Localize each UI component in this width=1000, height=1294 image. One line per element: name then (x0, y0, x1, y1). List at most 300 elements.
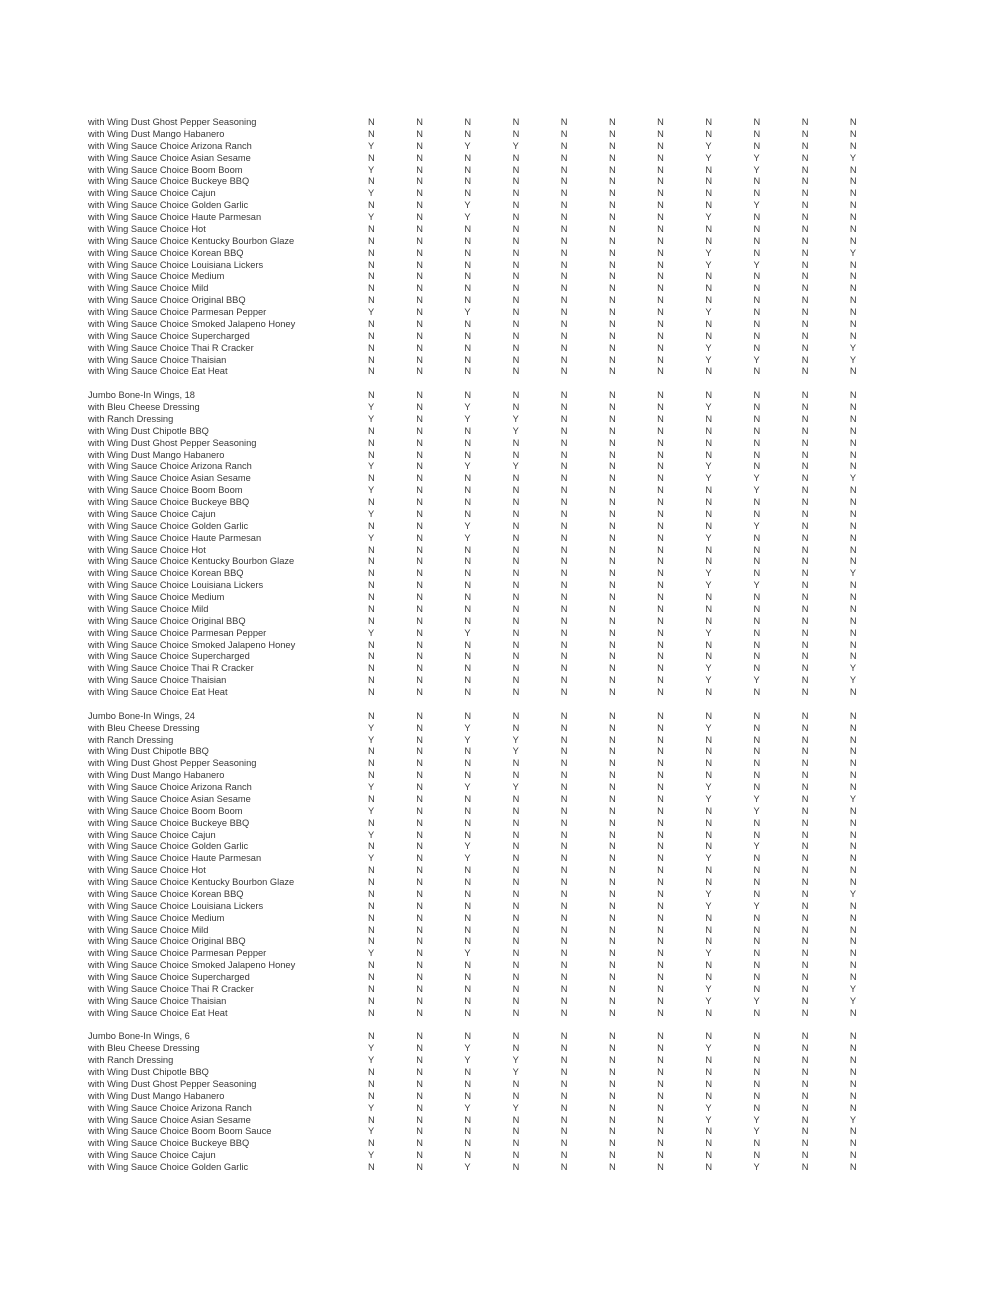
value-cell: N (464, 770, 472, 781)
value-cell: N (464, 865, 472, 876)
value-cell: N (560, 972, 568, 982)
value-cell: N (368, 924, 375, 935)
value-cell: N (416, 663, 423, 674)
value-cell: N (753, 983, 761, 994)
value-cell: N (801, 687, 809, 697)
value-cell: Y (368, 188, 375, 199)
table-row (88, 402, 898, 414)
value-cell: N (560, 675, 568, 686)
value-cell: N (849, 413, 857, 424)
value-cell: N (753, 1031, 761, 1042)
value-cell: N (368, 651, 375, 662)
value-cell: N (416, 746, 423, 757)
value-cell: Y (849, 1114, 857, 1125)
row-label: with Wing Sauce Choice Arizona Ranch (88, 1102, 252, 1113)
value-cell: Y (705, 473, 712, 484)
value-cell: N (368, 663, 375, 674)
value-cell: Y (705, 663, 712, 674)
table-row (88, 450, 898, 462)
value-cell: N (801, 651, 809, 662)
value-cell: N (512, 128, 520, 139)
value-cell: N (368, 746, 375, 757)
table-row (88, 343, 898, 355)
value-cell: N (416, 592, 423, 602)
value-cell: N (416, 900, 423, 911)
value-cell: N (416, 390, 423, 401)
row-label: with Wing Sauce Choice Asian Sesame (88, 1114, 251, 1125)
value-cell: N (512, 972, 520, 982)
value-cell: N (608, 425, 616, 436)
value-cell: N (657, 437, 664, 448)
value-cell: N (753, 770, 761, 781)
value-cell: N (801, 449, 809, 460)
value-cell: N (657, 1031, 664, 1042)
value-cell: N (801, 829, 809, 840)
value-cell: N (657, 853, 664, 864)
value-cell: N (368, 295, 375, 306)
value-cell: N (560, 663, 568, 674)
value-cell: N (753, 402, 761, 412)
table-row (88, 735, 898, 747)
value-cell: N (416, 853, 423, 864)
table-row (88, 794, 898, 806)
table-row (88, 830, 898, 842)
value-cell: N (753, 1043, 761, 1054)
value-cell: N (657, 960, 664, 971)
value-cell: N (705, 449, 713, 460)
value-cell: N (801, 995, 809, 1006)
value-cell: N (657, 782, 664, 792)
value-cell: N (416, 1162, 423, 1172)
value-cell: N (657, 390, 664, 401)
value-cell: N (560, 152, 568, 163)
value-cell: N (416, 936, 423, 947)
table-row (88, 913, 898, 925)
value-cell: N (753, 212, 761, 222)
value-cell: N (416, 841, 423, 852)
value-cell: N (368, 592, 375, 602)
value-cell: N (464, 817, 472, 828)
value-cell: N (657, 497, 664, 507)
value-cell: N (560, 295, 568, 306)
table-row (88, 972, 898, 984)
value-cell: N (368, 497, 375, 507)
value-cell: N (849, 853, 857, 864)
value-cell: N (368, 580, 375, 591)
table-row (88, 1043, 898, 1055)
value-cell: N (753, 722, 761, 733)
table-row (88, 889, 898, 901)
value-cell: N (464, 556, 472, 567)
value-cell: N (801, 1114, 809, 1125)
value-cell: N (657, 805, 664, 816)
value-cell: N (560, 888, 568, 899)
value-cell: N (464, 829, 472, 840)
value-cell: N (657, 1138, 664, 1149)
value-cell: N (705, 1126, 713, 1137)
value-cell: N (464, 544, 472, 555)
row-label: with Wing Dust Chipotle BBQ (88, 746, 209, 757)
value-cell: N (801, 805, 809, 816)
table-row (88, 271, 898, 283)
value-cell: N (512, 544, 520, 555)
table-row (88, 996, 898, 1008)
value-cell: N (416, 1067, 423, 1077)
value-cell: N (464, 805, 472, 816)
table-row (88, 1103, 898, 1115)
value-cell: N (512, 1078, 520, 1089)
value-cell: Y (512, 1055, 519, 1066)
value-cell: N (560, 1090, 568, 1101)
value-cell: Y (753, 520, 760, 531)
value-cell: N (849, 402, 857, 412)
value-cell: N (608, 853, 616, 864)
value-cell: N (464, 473, 472, 484)
value-cell: N (368, 390, 375, 401)
table-row (88, 758, 898, 770)
value-cell: N (657, 235, 664, 246)
value-cell: Y (753, 259, 760, 270)
value-cell: N (416, 888, 423, 899)
value-cell: N (560, 568, 568, 579)
value-cell: N (801, 1090, 809, 1101)
value-cell: N (512, 592, 520, 602)
value-cell: Y (464, 782, 471, 792)
value-cell: N (512, 710, 520, 721)
table-row (88, 390, 898, 402)
row-label: with Wing Sauce Choice Golden Garlic (88, 1162, 249, 1172)
value-cell: N (705, 1078, 713, 1089)
row-label: with Wing Sauce Choice Louisiana Lickers (88, 900, 264, 911)
value-cell: N (849, 235, 857, 246)
value-cell: N (608, 758, 616, 769)
value-cell: Y (368, 782, 375, 792)
value-cell: N (657, 200, 664, 211)
value-cell: N (464, 330, 472, 341)
value-cell: N (753, 128, 761, 139)
row-label: with Wing Sauce Choice Thai R Cracker (88, 342, 254, 353)
value-cell: N (464, 342, 472, 353)
value-cell: N (849, 366, 857, 377)
row-label: with Wing Sauce Choice Cajun (88, 508, 216, 519)
menu-item-block (88, 390, 898, 699)
value-cell: N (560, 164, 568, 175)
value-cell: N (705, 687, 713, 697)
value-cell: N (368, 758, 375, 769)
value-cell: N (608, 793, 616, 804)
value-cell: Y (512, 461, 519, 472)
table-row (88, 176, 898, 188)
value-cell: Y (753, 485, 760, 496)
value-cell: N (657, 485, 664, 496)
value-cell: N (560, 853, 568, 864)
value-cell: N (849, 627, 857, 638)
row-label: Jumbo Bone-In Wings, 6 (88, 1031, 190, 1042)
value-cell: N (416, 865, 423, 876)
value-cell: N (368, 675, 375, 686)
value-cell: Y (368, 164, 375, 175)
value-cell: N (416, 497, 423, 507)
row-label: with Wing Sauce Choice Boom Boom (88, 805, 243, 816)
value-cell: N (753, 461, 761, 472)
value-cell: N (512, 330, 520, 341)
table-row (88, 1138, 898, 1150)
value-cell: N (560, 390, 568, 401)
value-cell: N (608, 402, 616, 412)
table-row (88, 283, 898, 295)
value-cell: Y (849, 888, 857, 899)
value-cell: N (560, 829, 568, 840)
value-cell: N (849, 746, 857, 757)
value-cell: N (560, 912, 568, 923)
value-cell: N (801, 710, 809, 721)
value-cell: N (368, 1007, 375, 1018)
value-cell: N (368, 1031, 375, 1042)
value-cell: Y (368, 402, 375, 412)
value-cell: N (560, 425, 568, 436)
table-row (88, 960, 898, 972)
value-cell: N (657, 675, 664, 686)
menu-item-block (88, 1031, 898, 1174)
value-cell: N (464, 580, 472, 591)
value-cell: N (705, 912, 713, 923)
value-cell: N (368, 710, 375, 721)
row-label: with Wing Sauce Choice Thaisian (88, 354, 227, 365)
value-cell: N (416, 627, 423, 638)
value-cell: N (512, 687, 520, 697)
value-cell: Y (849, 247, 857, 258)
value-cell: N (849, 948, 857, 959)
value-cell: N (753, 960, 761, 971)
value-cell: N (608, 330, 616, 341)
value-cell: N (464, 983, 472, 994)
value-cell: N (512, 615, 520, 626)
value-cell: Y (464, 413, 471, 424)
value-cell: N (560, 354, 568, 365)
value-cell: N (849, 603, 857, 614)
value-cell: N (657, 568, 664, 579)
value-cell: N (657, 829, 664, 840)
value-cell: N (657, 710, 664, 721)
value-cell: N (849, 722, 857, 733)
value-cell: N (368, 247, 375, 258)
value-cell: N (512, 568, 520, 579)
value-cell: N (657, 615, 664, 626)
table-row (88, 307, 898, 319)
value-cell: N (753, 603, 761, 614)
value-cell: N (464, 128, 472, 139)
value-cell: N (753, 877, 761, 887)
value-cell: N (849, 817, 857, 828)
value-cell: N (512, 271, 520, 282)
value-cell: N (657, 1067, 664, 1077)
value-cell: N (608, 924, 616, 935)
value-cell: N (849, 425, 857, 436)
value-cell: N (512, 342, 520, 353)
value-cell: N (512, 580, 520, 591)
value-cell: N (560, 841, 568, 852)
value-cell: Y (464, 627, 471, 638)
value-cell: N (560, 948, 568, 959)
value-cell: N (801, 283, 809, 294)
value-cell: N (560, 924, 568, 935)
value-cell: Y (705, 627, 712, 638)
value-cell: N (705, 817, 713, 828)
value-cell: Y (849, 663, 857, 674)
value-cell: N (608, 746, 616, 757)
table-row (88, 1008, 898, 1020)
value-cell: N (464, 318, 472, 329)
value-cell: N (560, 200, 568, 211)
value-cell: Y (368, 413, 375, 424)
value-cell: N (512, 663, 520, 674)
value-cell: N (705, 936, 713, 947)
value-cell: Y (512, 140, 519, 151)
value-cell: N (849, 128, 857, 139)
value-cell: N (705, 330, 713, 341)
row-label: with Wing Sauce Choice Original BBQ (88, 295, 246, 306)
value-cell: Y (512, 413, 519, 424)
value-cell: N (416, 710, 423, 721)
value-cell: N (512, 1162, 520, 1172)
value-cell: N (608, 782, 616, 792)
value-cell: N (657, 912, 664, 923)
value-cell: N (657, 330, 664, 341)
value-cell: N (801, 295, 809, 306)
value-cell: N (416, 544, 423, 555)
value-cell: N (801, 1102, 809, 1113)
row-label: with Wing Sauce Choice Smoked Jalapeno Honey (88, 318, 296, 329)
value-cell: N (416, 1102, 423, 1113)
value-cell: Y (849, 568, 857, 579)
value-cell: Y (705, 140, 712, 151)
value-cell: N (560, 117, 568, 127)
value-cell: N (801, 212, 809, 222)
value-cell: Y (753, 841, 760, 852)
row-label: with Wing Sauce Choice Boom Boom (88, 485, 243, 496)
table-row (88, 355, 898, 367)
value-cell: N (416, 485, 423, 496)
value-cell: N (608, 164, 616, 175)
row-label: with Wing Sauce Choice Korean BBQ (88, 568, 244, 579)
value-cell: Y (705, 995, 712, 1006)
value-cell: N (849, 520, 857, 531)
value-cell: Y (849, 995, 857, 1006)
value-cell: N (801, 639, 809, 650)
value-cell: N (368, 995, 375, 1006)
value-cell: Y (705, 342, 712, 353)
value-cell: N (801, 128, 809, 139)
value-cell: N (849, 1102, 857, 1113)
menu-item-block (88, 117, 898, 378)
value-cell: N (512, 770, 520, 781)
value-cell: N (657, 532, 664, 543)
value-cell: N (801, 402, 809, 412)
value-cell: N (512, 1114, 520, 1125)
value-cell: N (608, 235, 616, 246)
row-label: with Bleu Cheese Dressing (88, 722, 200, 733)
value-cell: N (608, 651, 616, 662)
value-cell: N (801, 425, 809, 436)
value-cell: N (368, 318, 375, 329)
value-cell: N (608, 829, 616, 840)
value-cell: N (705, 520, 713, 531)
value-cell: N (560, 1067, 568, 1077)
value-cell: Y (753, 164, 760, 175)
value-cell: N (753, 746, 761, 757)
value-cell: N (416, 330, 423, 341)
value-cell: N (512, 449, 520, 460)
value-cell: N (512, 354, 520, 365)
value-cell: Y (512, 782, 519, 792)
value-cell: N (753, 271, 761, 282)
row-label: with Wing Sauce Choice Cajun (88, 188, 216, 199)
value-cell: N (657, 223, 664, 234)
table-row (88, 295, 898, 307)
table-row (88, 628, 898, 640)
value-cell: N (849, 841, 857, 852)
table-row (88, 865, 898, 877)
row-label: with Wing Sauce Choice Cajun (88, 829, 216, 840)
value-cell: N (657, 817, 664, 828)
value-cell: N (849, 1055, 857, 1066)
value-cell: N (801, 473, 809, 484)
value-cell: N (849, 200, 857, 211)
value-cell: Y (512, 734, 519, 745)
value-cell: N (368, 639, 375, 650)
value-cell: N (416, 817, 423, 828)
row-label: with Wing Dust Ghost Pepper Seasoning (88, 437, 257, 448)
value-cell: N (464, 568, 472, 579)
value-cell: N (416, 770, 423, 781)
value-cell: N (416, 140, 423, 151)
value-cell: N (608, 734, 616, 745)
value-cell: N (512, 152, 520, 163)
value-cell: N (368, 865, 375, 876)
value-cell: N (657, 793, 664, 804)
value-cell: N (560, 176, 568, 187)
value-cell: N (512, 1031, 520, 1042)
value-cell: N (416, 1007, 423, 1018)
table-row (88, 153, 898, 165)
value-cell: N (753, 758, 761, 769)
value-cell: N (801, 1043, 809, 1054)
value-cell: N (512, 366, 520, 377)
row-label: with Ranch Dressing (88, 734, 174, 745)
value-cell: N (705, 805, 713, 816)
value-cell: N (464, 972, 472, 982)
value-cell: N (753, 1138, 761, 1149)
value-cell: Y (753, 1162, 760, 1172)
value-cell: Y (705, 888, 712, 899)
value-cell: N (705, 188, 713, 199)
value-cell: N (608, 710, 616, 721)
value-cell: N (657, 924, 664, 935)
value-cell: N (560, 366, 568, 377)
value-cell: N (368, 793, 375, 804)
value-cell: N (560, 318, 568, 329)
value-cell: N (512, 497, 520, 507)
value-cell: N (512, 117, 520, 127)
value-cell: N (753, 449, 761, 460)
row-label: with Wing Sauce Choice Haute Parmesan (88, 212, 262, 222)
value-cell: N (608, 1102, 616, 1113)
row-label: with Wing Dust Ghost Pepper Seasoning (88, 758, 257, 769)
value-cell: N (608, 1138, 616, 1149)
value-cell: N (608, 497, 616, 507)
value-cell: N (416, 603, 423, 614)
value-cell: Y (753, 580, 760, 591)
